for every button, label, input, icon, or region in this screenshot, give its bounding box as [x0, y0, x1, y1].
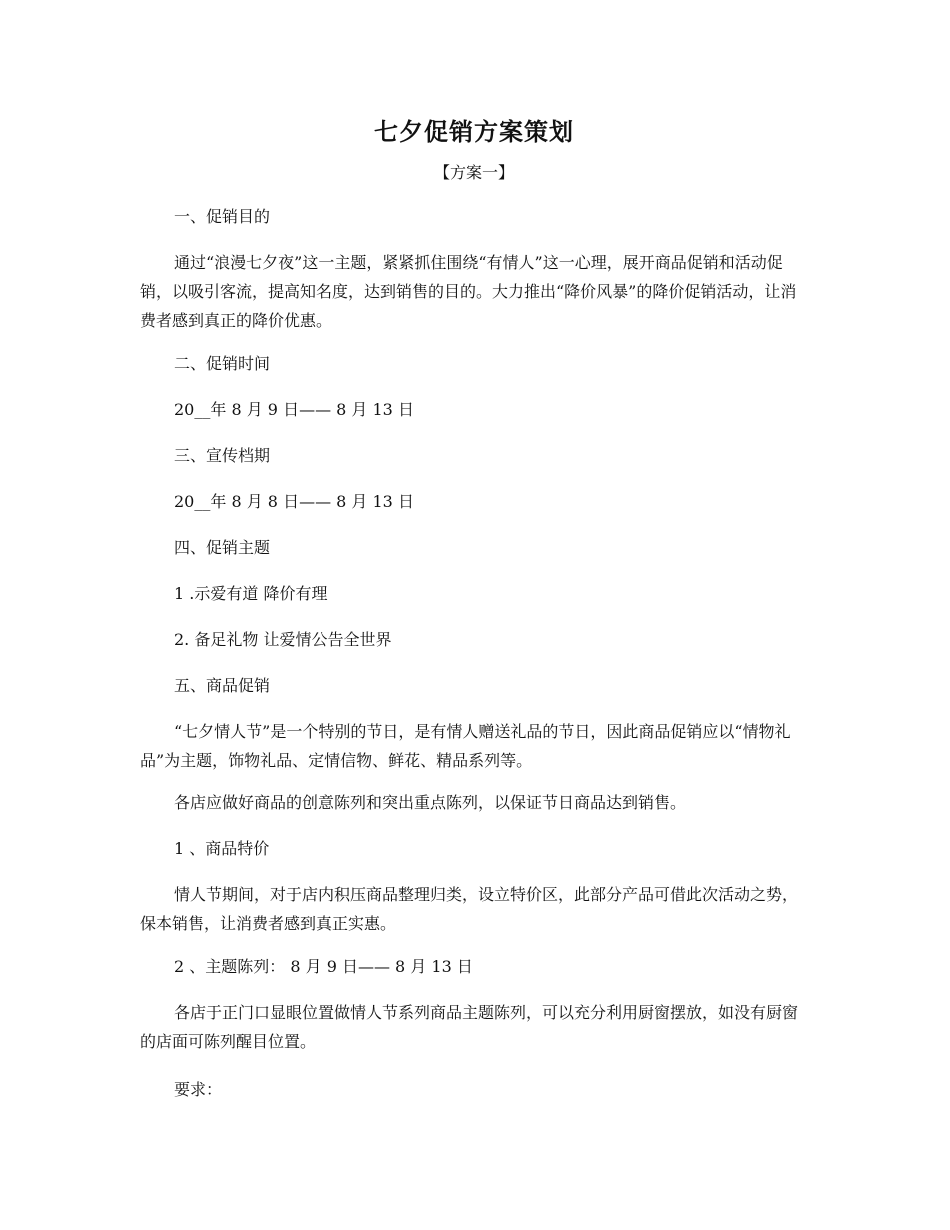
- paragraph-promotion-dates: 20__年 8 月 9 日—— 8 月 13 日: [174, 400, 414, 419]
- theme-item-1: 1 .示爱有道 降价有理: [174, 584, 328, 603]
- paragraph-publicity-dates: 20__年 8 月 8 日—— 8 月 13 日: [174, 492, 414, 511]
- heading-publicity-period: 三、宣传档期: [174, 446, 271, 465]
- paragraph-product-body: “七夕情人节”是一个特别的节日，是有情人赠送礼品的节日，因此商品促销应以“情物礼品”为主题，饰物礼品、定情信物、鲜花、精品系列等。: [140, 722, 791, 770]
- document-subtitle: 【方案一】: [433, 163, 514, 182]
- paragraph-goal-body: 通过“浪漫七夕夜”这一主题，紧紧抓住围绕“有情人”这一心理，展开商品促销和活动促销，以吸引客流，提高知名度，达到销售的目的。大力推出“降价风暴”的降价促销活动，让消费者感到真正的降价优惠。: [140, 253, 797, 330]
- heading-promotion-time: 二、促销时间: [174, 354, 271, 373]
- paragraph-theme-display-body: 各店于正门口显眼位置做情人节系列商品主题陈列，可以充分利用厨窗摆放，如没有厨窗的店面可陈列醒目位置。: [140, 1003, 799, 1051]
- document-title: 七夕促销方案策划: [374, 117, 574, 146]
- heading-promotion-goal: 一、促销目的: [174, 207, 271, 226]
- heading-promotion-theme: 四、促销主题: [174, 538, 271, 557]
- paragraph-special-price-body: 情人节期间，对于店内积压商品整理归类，设立特价区，此部分产品可借此次活动之势，保本销售，让消费者感到真正实惠。: [140, 885, 799, 933]
- paragraph-requirements: 要求：: [174, 1080, 223, 1099]
- heading-theme-display: 2 、主题陈列： 8 月 9 日—— 8 月 13 日: [174, 957, 473, 976]
- theme-item-2: 2. 备足礼物 让爱情公告全世界: [174, 630, 392, 649]
- heading-special-price: 1 、商品特价: [174, 839, 270, 858]
- paragraph-display: 各店应做好商品的创意陈列和突出重点陈列，以保证节日商品达到销售。: [174, 793, 687, 812]
- heading-product-promotion: 五、商品促销: [174, 676, 271, 695]
